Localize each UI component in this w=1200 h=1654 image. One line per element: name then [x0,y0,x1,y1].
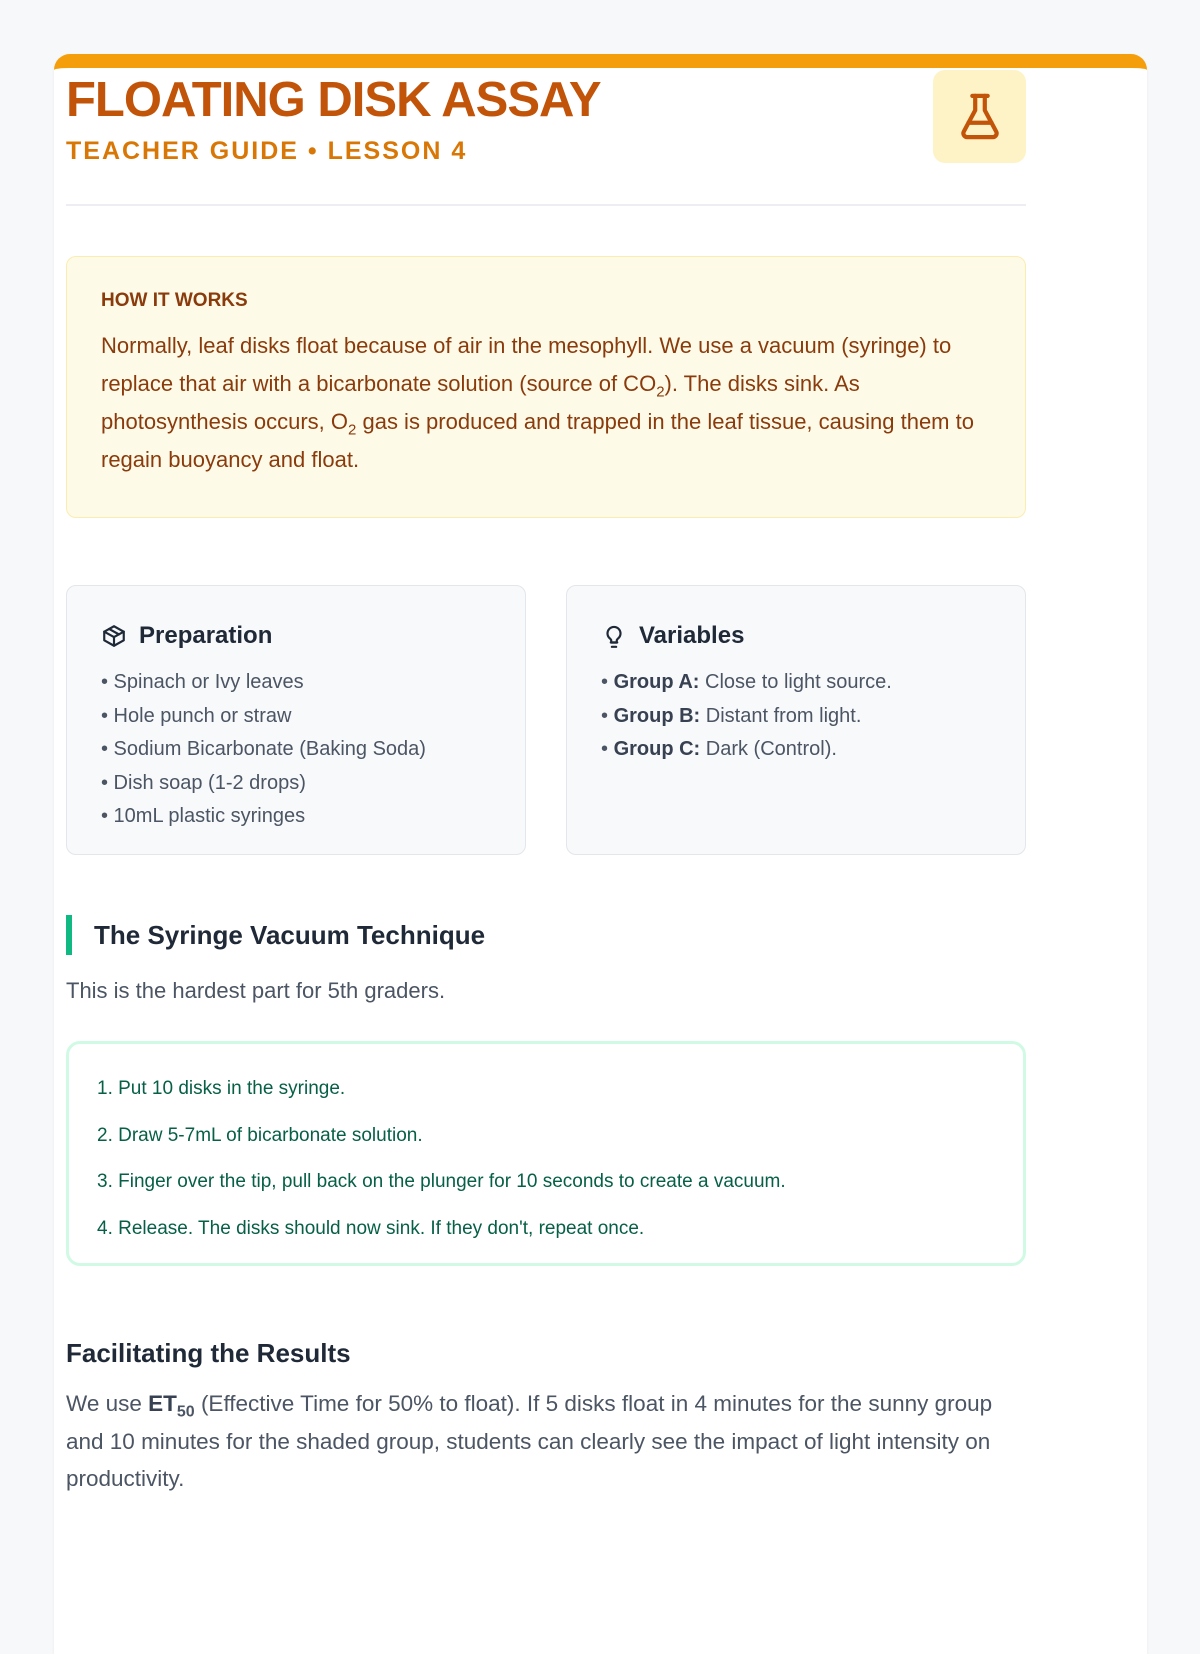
list-item: • Group A: Close to light source. [601,671,892,693]
variables-panel [566,585,1026,855]
how-it-works-callout [66,256,1026,518]
step-item: 1. Put 10 disks in the syringe. [97,1078,346,1099]
list-item: • Dish soap (1-2 drops) [101,771,306,794]
technique-heading: The Syringe Vacuum Technique [66,915,485,955]
how-it-works-label: HOW IT WORKS [101,290,248,311]
flask-badge [933,70,1026,163]
page-subtitle: TEACHER GUIDE • LESSON 4 [66,137,468,165]
technique-intro: This is the hardest part for 5th graders. [66,978,446,1003]
variables-list [601,666,991,767]
preparation-list [101,666,491,834]
results-paragraph: We use $ET_{50}$ (Effective Time for 50% to float). If 5 disks float in 4 minutes for the sunny group and 10 minutes for the shaded group, students can clearly see the impact of light intensity on productivity. [66,1391,993,1491]
box-icon [101,623,127,649]
preparation-panel [66,585,526,855]
flask-icon [957,92,1003,142]
lightbulb-icon [601,623,627,649]
step-item: 2. Draw 5-7mL of bicarbonate solution. [97,1124,423,1146]
preparation-title: Preparation [139,622,273,649]
results-heading: Facilitating the Results [66,1338,351,1368]
step-item: 4. Release. The disks should now sink. If they don't, repeat once. [97,1217,645,1239]
list-item: • 10mL plastic syringes [101,805,306,827]
list-item: • Sodium Bicarbonate (Baking Soda) [101,738,426,760]
technique-steps [66,1041,1026,1266]
page-title: FLOATING DISK ASSAY [66,73,601,127]
step-item: 3. Finger over the tip, pull back on the plunger for 10 seconds to create a vacuum. [97,1171,786,1192]
list-item: • Group C: Dark (Control). [601,738,837,760]
page-header [66,70,1026,206]
how-it-works-text: Normally, leaf disks float because of air in the mesophyll. We use a vacuum (syringe) to replace that air with a bicarbonate solution (source of $CO_2$). The disks sink. As photosynthesis occurs, $O_2$ gas is produced and trapped in the leaf tissue, causing them to regain buoyancy and float. [101,333,974,472]
list-item: • Hole punch or straw [101,704,292,727]
variables-title: Variables [639,622,745,649]
list-item: • Spinach or Ivy leaves [101,671,304,693]
list-item: • Group B: Distant from light. [601,704,862,727]
